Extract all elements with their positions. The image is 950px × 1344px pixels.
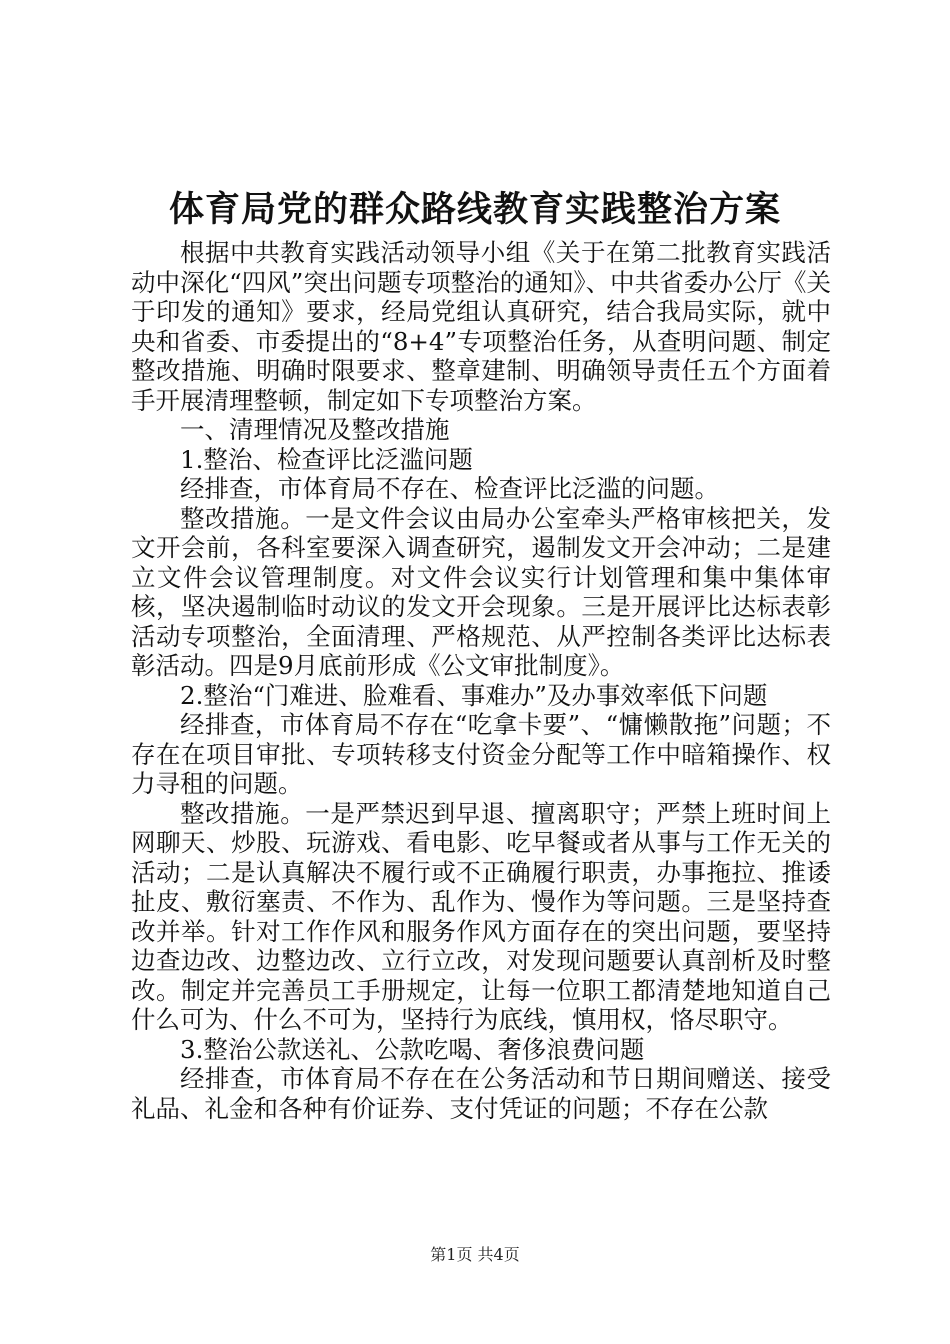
subheading-1: 1.整治、检查评比泛滥问题 xyxy=(180,444,473,474)
section-heading-1: 一、清理情况及整改措施 xyxy=(180,415,450,444)
document-body xyxy=(131,238,831,1123)
paragraph-finding-3: 经排查，市体育局不存在在公务活动和节日期间赠送、接受礼品、礼金和各种有价证券、支付凭证的问题；不存在公款 xyxy=(131,1064,831,1123)
paragraph-measures-1: 整改措施。一是文件会议由局办公室牵头严格审核把关，发文开会前，各科室要深入调查研究，遏制发文开会冲动；二是建立文件会议管理制度。对文件会议实行计划管理和集中集体审核，坚决遏制临时动议的发文开会现象。三是开展评比达标表彰活动专项整治，全面清理、严格规范、从严控制各类评比达标表彰活动。四是9月底前形成《公文审批制度》。 xyxy=(131,503,831,680)
paragraph-measures-2: 整改措施。一是严禁迟到早退、擅离职守；严禁上班时间上网聊天、炒股、玩游戏、看电影、吃早餐或者从事与工作无关的活动；二是认真解决不履行或不正确履行职责，办事拖拉、推诿扯皮、敷衍塞责、不作为、乱作为、慢作为等问题。三是坚持查改并举。针对工作作风和服务作风方面存在的突出问题，要坚持边查边改、边整边改、立行立改，对发现问题要认真剖析及时整改。制定并完善员工手册规定，让每一位职工都清楚地知道自己什么可为、什么不可为，坚持行为底线，慎用权，恪尽职守。 xyxy=(131,798,831,1034)
paragraph-finding-1: 经排查，市体育局不存在、检查评比泛滥的问题。 xyxy=(180,474,719,503)
paragraph-intro: 根据中共教育实践活动领导小组《关于在第二批教育实践活动中深化“四风”突出问题专项整治的通知》、中共省委办公厅《关于印发的通知》要求，经局党组认真研究，结合我局实际，就中央和省委、市委提出的“8+4”专项整治任务，从查明问题、制定整改措施、明确时限要求、整章建制、明确领导责任五个方面着手开展清理整顿，制定如下专项整治方案。 xyxy=(131,238,831,415)
subheading-3: 3.整治公款送礼、公款吃喝、奢侈浪费问题 xyxy=(180,1034,645,1064)
page-footer: 第1页 共4页 xyxy=(430,1245,520,1264)
document-title: 体育局党的群众路线教育实践整治方案 xyxy=(168,189,781,230)
paragraph-finding-2: 经排查，市体育局不存在“吃拿卡要”、“慵懒散拖”问题；不存在在项目审批、专项转移支付资金分配等工作中暗箱操作、权力寻租的问题。 xyxy=(131,710,831,798)
subheading-2: 2.整治“门难进、脸难看、事难办”及办事效率低下问题 xyxy=(180,680,768,710)
